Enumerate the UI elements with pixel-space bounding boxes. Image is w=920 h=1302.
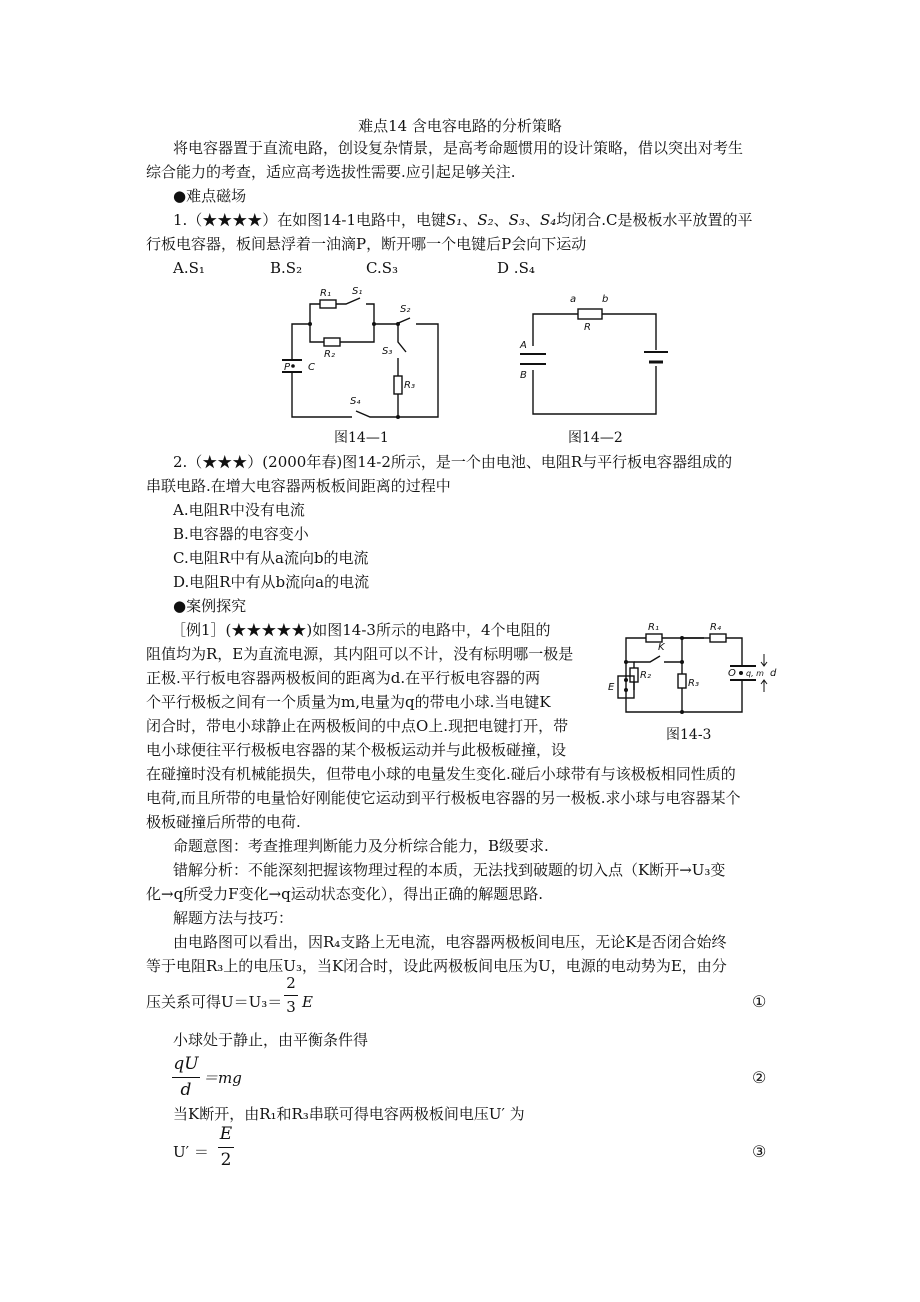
q1-line-2: 行板电容器，板间悬浮着一油滴P，断开哪一个电键后P会向下运动: [146, 235, 587, 253]
eq2-tail: ＝mg: [203, 1069, 242, 1087]
figure-14-2: [518, 286, 668, 418]
q2-option-a: A.电阻R中没有电流: [173, 501, 305, 519]
intro-line-1: 将电容器置于直流电路，创设复杂情景，是高考命题惯用的设计策略，借以突出对考生: [173, 139, 744, 157]
fig2-label-a: a: [570, 294, 577, 305]
eq2-fraction-bar: [172, 1077, 200, 1078]
eq1-numerator: 2: [286, 974, 296, 992]
fig3-label-r4: R₄: [710, 622, 721, 633]
q2-option-d: D.电阻R中有从b流向a的电流: [173, 573, 370, 591]
eq3-lhs: U′ ＝: [173, 1143, 209, 1161]
fig1-label-s2: S₂: [400, 304, 411, 315]
balance-line: 小球处于静止，由平衡条件得: [173, 1031, 369, 1049]
example-line-3: 正极.平行板电容器两极板间的距离为d.在平行板电容器的两: [146, 669, 541, 687]
eq2-number: ②: [752, 1068, 767, 1087]
fig3-label-e: E: [608, 682, 615, 693]
fig3-label-qm: q, m: [746, 669, 764, 678]
fig1-label-r1: R₁: [320, 288, 331, 299]
eq1-fraction-bar: [284, 995, 298, 996]
q1-line-1: 1.（★★★★）在如图14-1电路中，电键S₁、S₂、S₃、S₄均闭合.C是极板水平放置的平: [173, 211, 753, 229]
open-line: 当K断开，由R₁和R₃串联可得电容两极板间电压U′ 为: [173, 1105, 525, 1123]
example-line-4: 个平行极板之间有一个质量为m,电量为q的带电小球.当电键K: [146, 693, 551, 711]
error-line-1: 错解分析：不能深刻把握该物理过程的本质，无法找到破题的切入点（K断开→U₃变: [173, 861, 726, 879]
figure-14-1: [280, 282, 450, 422]
analysis-line-3: 压关系可得U＝U₃＝: [146, 993, 283, 1011]
fig2-label-plate-b: B: [520, 370, 527, 381]
fig1-label-p: P: [284, 362, 291, 373]
fig2-label-r: R: [584, 322, 591, 333]
fig3-label-r2: R₂: [640, 670, 651, 681]
fig1-label-s3: S₃: [382, 346, 393, 357]
figure-14-3: [606, 618, 786, 720]
eq3-number: ③: [752, 1142, 767, 1161]
fig3-label-r1: R₁: [648, 622, 659, 633]
analysis-line-1: 由电路图可以看出，因R₄支路上无电流，电容器两极板间电压，无论K是否闭合始终: [173, 933, 727, 951]
q2-option-b: B.电容器的电容变小: [173, 525, 309, 543]
example-line-9: 极板碰撞后所带的电荷.: [146, 813, 301, 831]
intent-line: 命题意图：考查推理判断能力及分析综合能力，B级要求.: [173, 837, 549, 855]
fig2-label-b: b: [602, 294, 609, 305]
example-line-7: 在碰撞时没有机械能损失，但带电小球的电量发生变化.碰后小球带有与该极板相同性质的: [146, 765, 736, 783]
page-title: 难点14 含电容电路的分析策略: [358, 117, 562, 135]
example-line-2: 阻值均为R，E为直流电源，其内阻可以不计，没有标明哪一极是: [146, 645, 574, 663]
fig3-label-o: O: [728, 668, 736, 679]
eq1-number: ①: [752, 992, 767, 1011]
example-line-5: 闭合时，带电小球静止在两极板间的中点O上.现把电键打开，带: [146, 717, 569, 735]
example-line-1: ［例1］(★★★★★)如图14-3所示的电路中，4个电阻的: [171, 621, 551, 639]
eq3-fraction-bar: [218, 1147, 234, 1148]
eq1-denominator: 3: [286, 998, 296, 1016]
fig1-label-s4: S₄: [350, 396, 361, 407]
fig1-label-c: C: [308, 362, 315, 373]
fig2-caption: 图14—2: [568, 430, 623, 446]
fig1-caption: 图14—1: [334, 430, 389, 446]
error-line-2: 化→q所受力F变化→q运动状态变化），得出正确的解题思路.: [146, 885, 544, 903]
fig2-label-plate-a: A: [520, 340, 527, 351]
q2-option-c: C.电阻R中有从a流向b的电流: [173, 549, 369, 567]
section-heading-1: ●难点磁场: [173, 187, 247, 205]
fig3-label-r3: R₃: [688, 678, 699, 689]
fig3-label-k: K: [658, 642, 665, 653]
q1-option-a: A.S₁: [173, 259, 205, 277]
example-line-8: 电荷,而且所带的电量恰好刚能使它运动到平行极板电容器的另一极板.求小球与电容器某个: [146, 789, 741, 807]
eq2-denominator: d: [180, 1080, 192, 1100]
intro-line-2: 综合能力的考查，适应高考选拔性需要.应引起足够关注.: [146, 163, 516, 181]
fig1-label-r3: R₃: [404, 380, 415, 391]
fig3-caption: 图14-3: [666, 727, 712, 743]
fig3-label-d: d: [770, 668, 777, 679]
q2-line-2: 串联电路.在增大电容器两板板间距离的过程中: [146, 477, 451, 495]
q2-line-1: 2.（★★★）(2000年春)图14-2所示，是一个由电池、电阻R与平行板电容器组成的: [173, 453, 733, 471]
eq3-denominator: 2: [220, 1150, 232, 1170]
q1-option-d: D .S₄: [497, 259, 535, 277]
eq3-numerator: E: [219, 1124, 233, 1144]
method-heading: 解题方法与技巧：: [173, 909, 294, 927]
q1-option-b: B.S₂: [270, 259, 303, 277]
section-heading-2: ●案例探究: [173, 597, 247, 615]
fig1-label-s1: S₁: [352, 286, 363, 297]
q1-option-c: C.S₃: [366, 259, 398, 277]
analysis-line-2: 等于电阻R₃上的电压U₃，当K闭合时，设此两极板间电压为U，电源的电动势为E，由分: [146, 957, 727, 975]
fig1-label-r2: R₂: [324, 349, 335, 360]
example-line-6: 电小球便往平行极板电容器的某个极板运动并与此极板碰撞，设: [146, 741, 567, 759]
eq1-tail: E: [302, 993, 313, 1011]
eq2-numerator: qU: [173, 1054, 199, 1074]
